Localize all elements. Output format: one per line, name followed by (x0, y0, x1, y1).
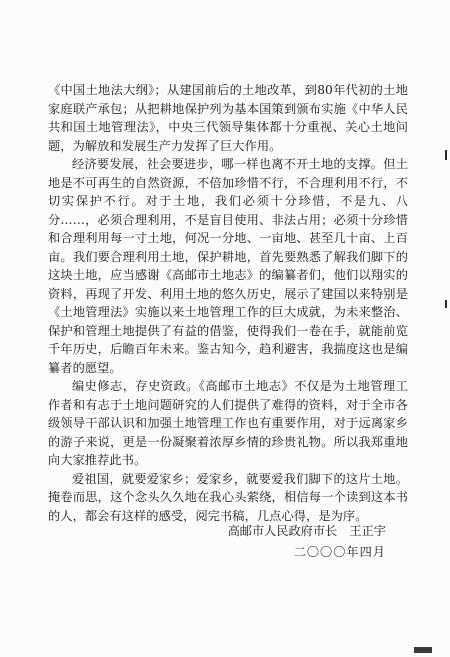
signature-date: 二〇〇〇年四月 (293, 545, 386, 559)
scan-edge-mark (445, 300, 447, 308)
preface-body (48, 81, 408, 525)
paragraph-closing: 爱祖国，就要爱家乡；爱家乡，就要爱我们脚下的这片土地。掩卷而思，这个念头久久地在我心头萦绕，相信每一个读到这本书的人，都会有这样的感受，阅完书稿，几点心得，是为序。 (48, 471, 408, 523)
scan-edge-mark (445, 150, 447, 160)
signature-author: 高邮市人民政府市长 王正宇 (227, 524, 386, 538)
paragraph-land-protection: 经济要发展，社会要进步，哪一样也离不开土地的支撑。但土地是不可再生的自然资源，不倍加珍惜不行，不合理利用不行，不切实保护不行。对于土地，我们必须十分珍惜，不是九、八分……，必须合理利用，不是盲目使用、非法占用；必须十分珍惜和合理利用每一寸土地，何况一分地、一亩地、甚至几十亩、上百亩。我们要合理利用土地，保护耕地，首先要熟悉了解我们脚下的这块土地，应当感谢《高邮市土地志》的编纂者们，他们以翔实的资料，再现了开发、利用土地的悠久历史，展示了建国以来特别是《土地管理法》实施以来土地管理工作的巨大成就，为未来整治、保护和管理土地提供了有益的借鉴，使得我们一卷在手，就能前览千年历史，后瞻百年未来。鉴古知今，趋利避害，我揣度这也是编纂者的愿望。 (48, 157, 408, 375)
paragraph-recommendation: 编史修志，存史资政。《高邮市土地志》不仅是为土地管理工作者和有志于土地问题研究的人们提供了难得的资料，对于全市各级领导干部认识和加强土地管理工作也有重要作用，对于远离家乡的游子来说，更是一份凝聚着浓厚乡情的珍贵礼物。所以我郑重地向大家推荐此书。 (48, 379, 408, 467)
scan-corner-mark (414, 647, 432, 653)
paragraph-land-history: 《中国土地法大纲》；从建国前后的土地改革，到80年代初的土地家庭联产承包；从把耕地保护列为基本国策到颁布实施《中华人民共和国土地管理法》，中央三代领导集体都十分重视、关心土地问题，为解放和发展生产力发挥了巨大作用。 (48, 83, 408, 153)
